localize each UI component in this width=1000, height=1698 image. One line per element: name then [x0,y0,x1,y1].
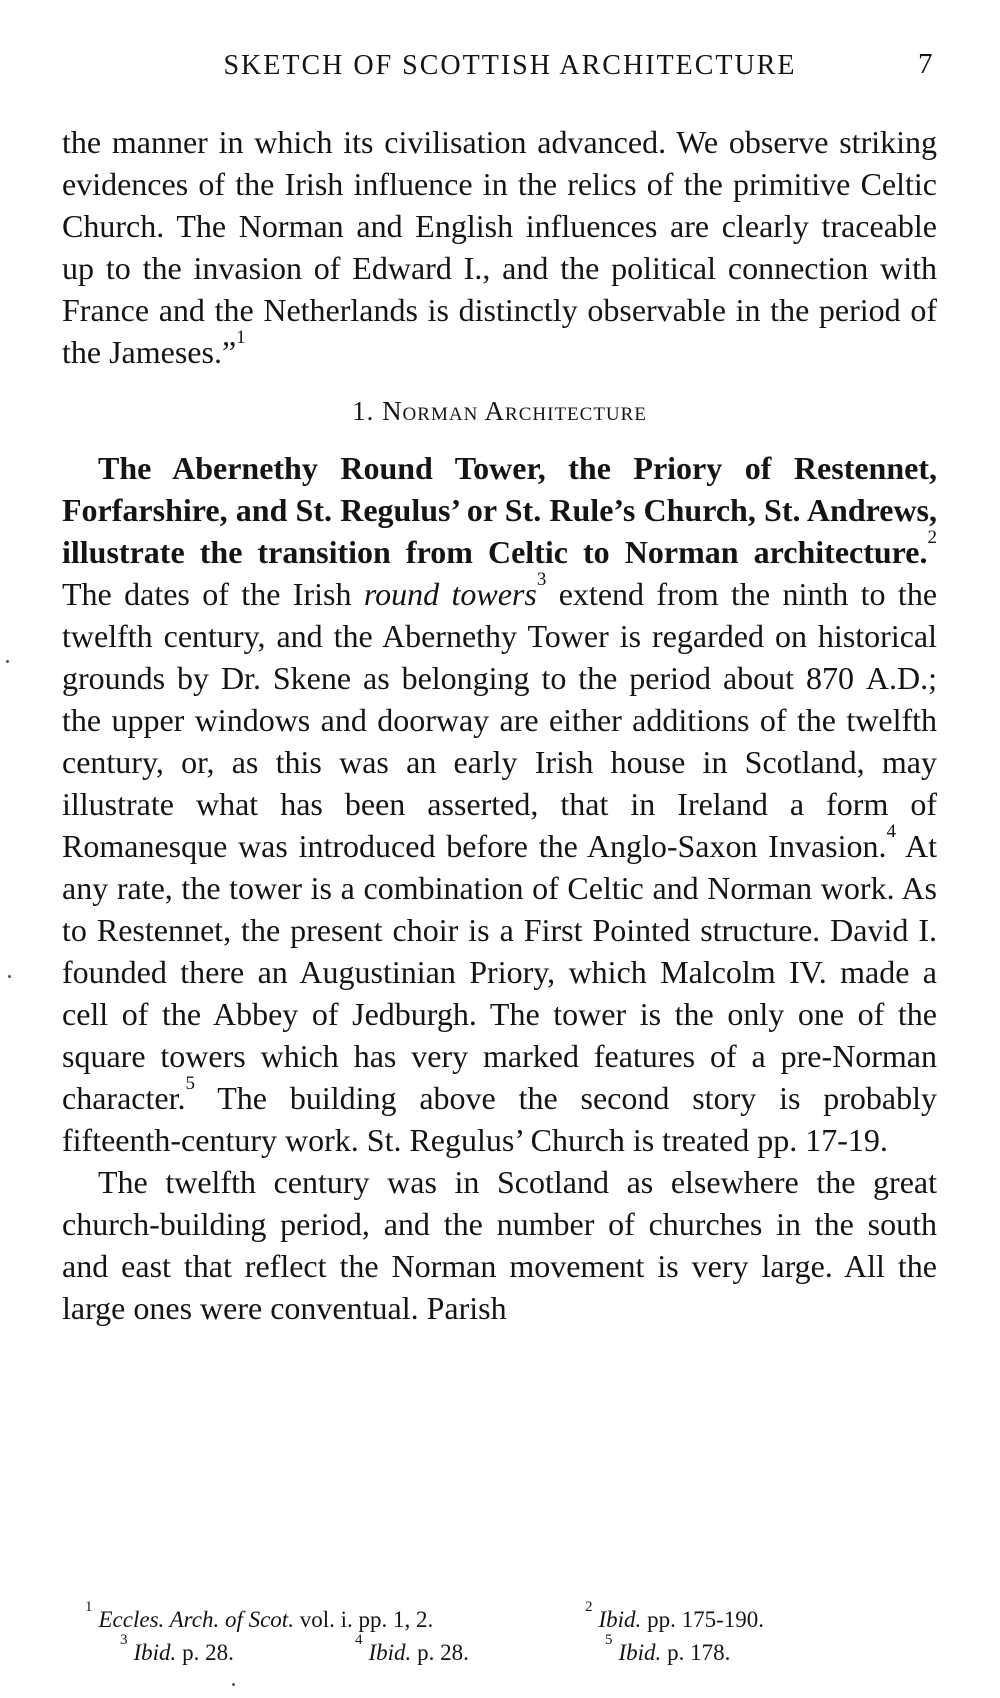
footnote-mark: 4 [355,1632,363,1648]
footnote-detail: pp. 175-190. [641,1607,764,1632]
scan-speck [6,660,9,663]
footnote-3 [120,1632,234,1669]
footnote-mark: 2 [585,1599,593,1615]
footnote-detail: p. 28. [176,1640,234,1665]
footnote-ref-3: 3 [536,569,547,590]
footnotes [85,1599,925,1669]
page-number: 7 [918,48,933,80]
footnote-source: Ibid. [133,1640,177,1665]
footnote-5 [605,1632,731,1669]
paragraph-1-text: the manner in which its civilisation advanced. We observe striking evidences of the Irish influence in the relics of the primitive Celtic Church. The Norman and English influences are clearly traceable up to the invasion of Edward I., and the political connection with France and the Netherlands is distinctly observable in the period of the Jameses.” [62,124,937,370]
footnote-source: Eccles. Arch. of Scot. [98,1607,294,1632]
scan-speck [8,975,11,978]
paragraph-2-text-c: ; the upper windows and doorway are either additions of the twelfth century, or, as this was an early Irish house in Scotland, may illustrate what has been asserted, that in Ireland a form of Romanesque was introduced before the Anglo-Saxon Invasion. [62,660,937,864]
main-text [62,121,937,1329]
paragraph-2-lead: The Abernethy Round Tower, the Priory of Restennet, Forfarshire, and St. Regulus’ or St. Rule’s Church, St. Andrews, illustrate the transition from Celtic to Norman architecture. [62,450,937,570]
footnote-4 [355,1632,469,1669]
section-heading: 1. Norman Architecture [352,396,647,426]
running-title: SKETCH OF SCOTTISH ARCHITECTURE [223,50,797,81]
footnote-detail: p. 178. [661,1640,731,1665]
paragraph-2-text-b: extend from the ninth to the twelfth century, and the Abernethy Tower is regarded on historical grounds by Dr. Skene as belonging to the period about 870 [62,576,938,696]
footnote-ref-5: 5 [185,1073,195,1094]
footnote-detail: p. 28. [411,1640,469,1665]
paragraph-2-text-d: At any rate, the tower is a combination of Celtic and Norman work. As to Restennet, the present choir is a First Pointed structure. David I. founded there an Augustinian Priory, which Malcolm IV. made a cell of the Abbey of Jedburgh. The tower is the only one of the square towers which has very marked features of a pre-Norman character. [62,828,938,1116]
scan-speck [232,1683,235,1686]
footnote-row [85,1632,925,1669]
era-abbrev: A.D. [865,660,929,696]
footnote-ref-1: 1 [236,327,246,348]
footnote-mark: 3 [120,1632,128,1648]
footnote-source: Ibid. [598,1607,642,1632]
footnote-ref-4: 4 [886,821,896,842]
footnote-mark: 1 [85,1599,93,1615]
footnote-source: Ibid. [368,1640,412,1665]
footnote-mark: 5 [605,1632,613,1648]
paragraph-2-text-a: The dates of the Irish [62,576,364,612]
paragraph-2-text-e: The building above the second story is probably fifteenth-century work. St. Regulus’ Church is treated pp. 17-19. [62,1080,937,1158]
footnote-row [85,1599,925,1636]
footnote-detail: vol. i. pp. 1, 2. [293,1607,434,1632]
paragraph-2-italic: round towers [363,576,537,612]
footnote-1 [85,1599,434,1636]
paragraph-2 [62,447,937,1161]
paragraph-3: The twelfth century was in Scotland as elsewhere the great church-building period, and the number of churches in the south and east that reflect the Norman movement is very large. All the large ones were conventual. Parish [62,1164,937,1326]
footnote-source: Ibid. [618,1640,662,1665]
paragraph-1 [62,121,937,373]
footnote-ref-2: 2 [927,527,937,548]
